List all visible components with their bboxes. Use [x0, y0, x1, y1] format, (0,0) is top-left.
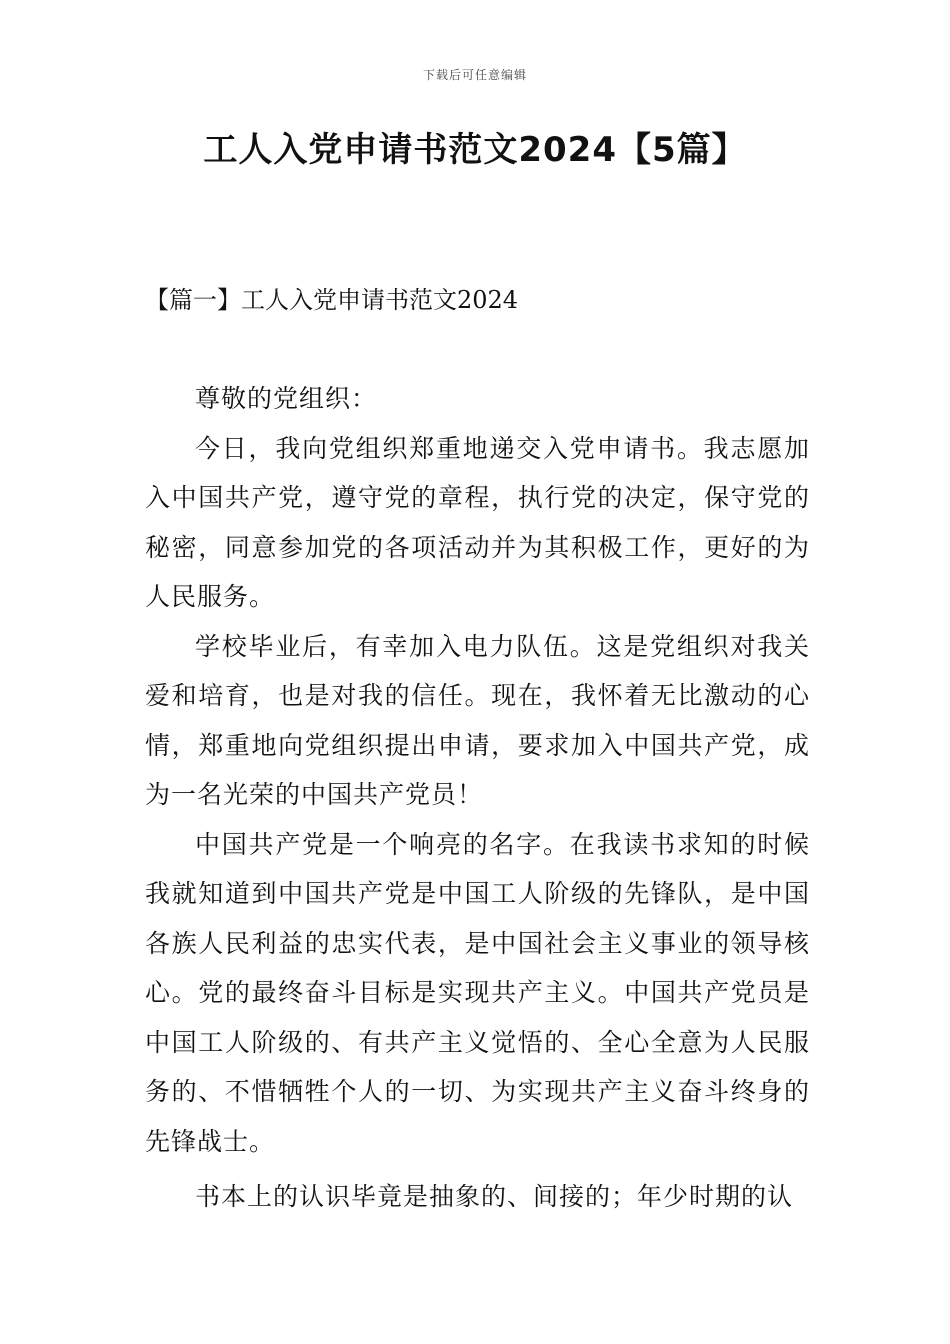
document-title: 工人入党申请书范文2024【5篇】: [203, 130, 747, 170]
body-text: [145, 374, 810, 1222]
salutation: 尊敬的党组织：: [195, 384, 378, 413]
section-heading: 【篇一】工人入党申请书范文2024: [145, 286, 519, 314]
paragraph-1: 今日，我向党组织郑重地递交入党申请书。我志愿加入中国共产党，遵守党的章程，执行党的决定，保守党的秘密，同意参加党的各项活动并为其积极工作，更好的为人民服务。: [145, 433, 810, 611]
paragraph-4: 书本上的认识毕竟是抽象的、间接的；年少时期的认: [195, 1182, 794, 1211]
header-note: 下载后可任意编辑: [422, 68, 527, 82]
paragraph-3: 中国共产党是一个响亮的名字。在我读书求知的时候我就知道到中国共产党是中国工人阶级的先锋队，是中国各族人民利益的忠实代表，是中国社会主义事业的领导核心。党的最终奋斗目标是实现共产主义。中国共产党员是中国工人阶级的、有共产主义觉悟的、全心全意为人民服务的、不惜牺牲个人的一切、为实现共产主义奋斗终身的先锋战士。: [145, 829, 810, 1156]
paragraph-2: 学校毕业后，有幸加入电力队伍。这是党组织对我关爱和培育，也是对我的信任。现在，我怀着无比激动的心情，郑重地向党组织提出申请，要求加入中国共产党，成为一名光荣的中国共产党员！: [145, 631, 810, 809]
